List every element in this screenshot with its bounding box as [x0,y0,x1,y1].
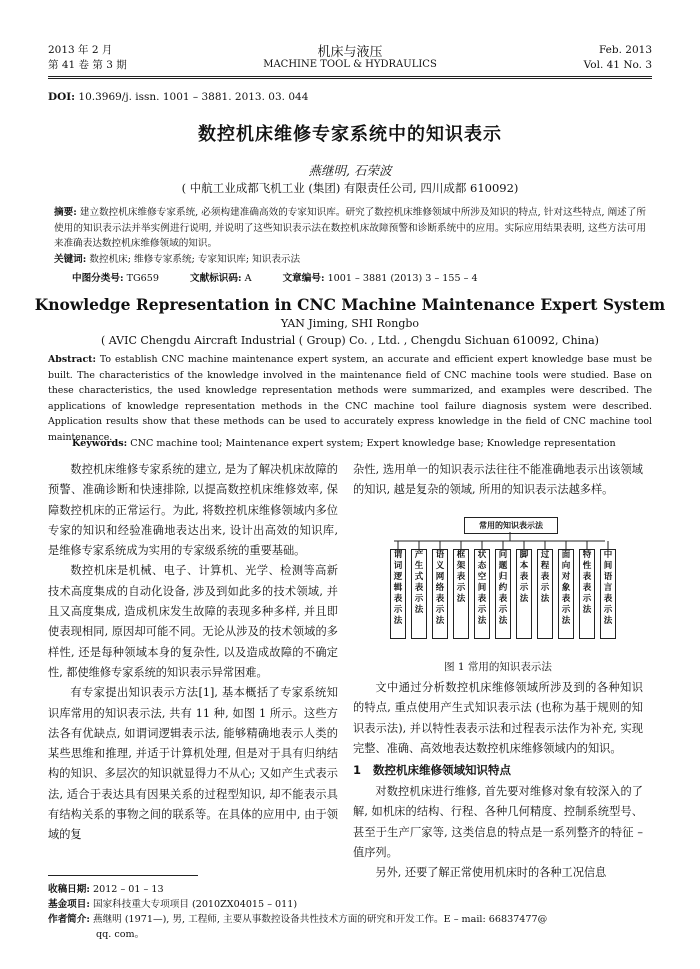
abstract-cn-text: 建立数控机床维修专家系统, 必须构建准确高效的专家知识库。研究了数控机床维修领域中所涉及知识的特点, 针对这些特点, 阐述了所使用的知识表示法并举实例进行说明, 并说明了这些知识表示法在数控机床故障预警和诊断系统中的应用。实际应用结果表明, 这些方法可用来准确表达数控机床维修领域的知识。 [54,207,646,249]
paragraph: 有专家提出知识表示方法[1], 基本概括了专家系统知识库常用的知识表示法, 共有 11 种, 如图 1 所示。这些方法各有优缺点, 如谓词逻辑表示法, 能够精确地表示人类的某些思维和推理, 并适于计算机处理, 但是对于具有归纳结构的知识、多层次的知识就显得力不从心; 又如产生式表示法, 适合于表达具有因果关系的过程型知识, 却不能表示具有结构关系的事物之间的联系等。在具体的应用中, 由于领域的复 [48,686,338,842]
footnote-funding: 基金项目: 国家科技重大专项项目 (2010ZX04015 – 011) [48,899,298,910]
journal-date-en: Feb. 2013 [598,44,652,56]
figure-root-node: 常用的知识表示法 [464,517,558,534]
abstract-cn-label: 摘要: [54,207,77,218]
paragraph: 对数控机床进行维修, 首先要对维修对象有较深入的了解, 如机床的结构、行程、各种几何精度、控制系统型号、甚至于生产厂家等, 这类信息的特点是一系列整齐的特征 – 值序列。 [353,785,643,859]
paragraph: 数控机床是机械、电子、计算机、光学、检测等高新技术高度集成的自动化设备, 涉及到如此多的技术领域, 并且又高度集成, 造成机床发生故障的表现多种多样, 并且即使表现相同, 原因却可能不同。无论从涉及的技术领域的多样性, 还是每种领域本身的复杂性, 以及造成故障的不确定性, 都使维修专家系统的知识表示异常困难。 [48,564,338,679]
clc-number: 中图分类号: TG659 [72,273,159,284]
body-right-bottom [353,782,643,883]
figure-method-node: 中间语言表示法 [600,549,616,639]
journal-title-cn: 机床与液压 [317,45,383,60]
abstract-en-text: To establish CNC machine maintenance expert system, an accurate and efficient expert knowledge base must be built. The characteristics of the knowledge involved in the maintenance field of CNC machine tools were studied. Base on these characteristics, the used knowledge representation methods were summarized, and examples were described. The applications of knowledge representation methods in the CNC machine tool failure diagnosis system were described. Application results show that these methods can be used to accurately express knowledge in the field of CNC machine tool maintenance. [48,354,652,443]
footnote-received: 收稿日期: 2012 – 01 – 13 [48,884,164,895]
section-title: 数控机床维修领域知识特点 [373,763,512,777]
authors-en: YAN Jiming, SHI Rongbo [280,317,420,330]
figure-method-node: 脚本表示法 [516,549,532,639]
authors-cn: 燕继明, 石荣波 [308,163,392,178]
article-number: 文章编号: 1001 – 3881 (2013) 3 – 155 – 4 [282,273,478,284]
figure-method-node: 特性表表示法 [579,549,595,639]
footnote-author-cont: qq. com。 [96,929,145,940]
header-rule [48,76,652,77]
body-right-top [353,460,643,501]
doi-value: 10.3969/j. issn. 1001 – 3881. 2013. 03. 044 [78,91,309,103]
figure-method-node: 框架表示法 [453,549,469,639]
figure-method-node: 过程表示法 [537,549,553,639]
paper-title-en: Knowledge Representation in CNC Machine Maintenance Expert System [34,295,666,314]
figure-method-node: 谓词逻辑表示法 [390,549,406,639]
journal-date: 2013 年 2 月 [48,44,113,56]
figure-caption: 图 1 常用的知识表示法 [444,661,552,673]
doi-label: DOI: [48,91,76,103]
classification-line [72,270,506,284]
body-right-mid [353,678,643,759]
keywords-en-label: Keywords: [72,438,128,449]
abstract-en [48,352,652,445]
footnote-author: 作者简介: 燕继明 (1971—), 男, 工程师, 主要从事数控设备共性技术方面的研究和开发工作。E – mail: 66837477@ [48,914,548,925]
paragraph: 另外, 还要了解正常使用机床时的各种工况信息 [375,866,607,880]
figure-method-node: 语义网络表示法 [432,549,448,639]
body-left-column [48,460,338,846]
figure-method-node: 产生式表示法 [411,549,427,639]
journal-volume-en: Vol. 41 No. 3 [583,59,652,71]
journal-volume: 第 41 卷 第 3 期 [48,59,127,71]
paragraph: 文中通过分析数控机床维修领域所涉及到的各种知识的特点, 重点使用产生式知识表示法 (也称为基于规则的知识表示法), 并以特性表表示法和过程表示法作为补充, 实现完整、准确、高效地表达数控机床维修领域内的知识。 [353,681,643,755]
abstract-en-label: Abstract: [48,354,96,365]
header-rule-2 [48,78,652,79]
affiliation-en: ( AVIC Chengdu Aircraft Industrial ( Group) Co. , Ltd. , Chengdu Sichuan 610092, China) [101,334,599,347]
figure-method-node: 状态空间表示法 [474,549,490,639]
keywords-en-text: CNC machine tool; Maintenance expert system; Expert knowledge base; Knowledge representation [130,438,616,449]
journal-title-en: MACHINE TOOL & HYDRAULICS [263,59,437,70]
affiliation-cn: ( 中航工业成都飞机工业 (集团) 有限责任公司, 四川成都 610092) [181,181,519,195]
keywords-cn-label: 关键词: [54,253,87,265]
paper-title-cn: 数控机床维修专家系统中的知识表示 [198,124,502,145]
keywords-en [72,438,616,449]
figure-method-node: 问题归约表示法 [495,549,511,639]
section-number: 1 [353,763,362,777]
paragraph: 数控机床维修专家系统的建立, 是为了解决机床故障的预警、准确诊断和快速排除, 以提高数控机床维修效率, 保障数控机床的正常运行。为此, 将数控机床维修领域内多位专家的知识和经验准确地表达出来, 设计出高效的知识库, 是维修专家系统成为实用的专家级系统的重要基础。 [48,463,338,558]
abstract-cn [54,205,646,267]
figure-method-node: 面向对象表示法 [558,549,574,639]
footnotes [48,882,652,942]
footnote-rule [48,875,198,876]
doi-line [48,91,308,103]
keywords-cn-text: 数控机床; 维修专家系统; 专家知识库; 知识表示法 [89,253,301,265]
section-1-heading [353,762,511,778]
document-code: 文献标识码: A [190,273,252,284]
paragraph: 杂性, 选用单一的知识表示法往往不能准确地表示出该领域的知识, 越是复杂的领域, 所用的知识表示法越多样。 [353,463,643,497]
